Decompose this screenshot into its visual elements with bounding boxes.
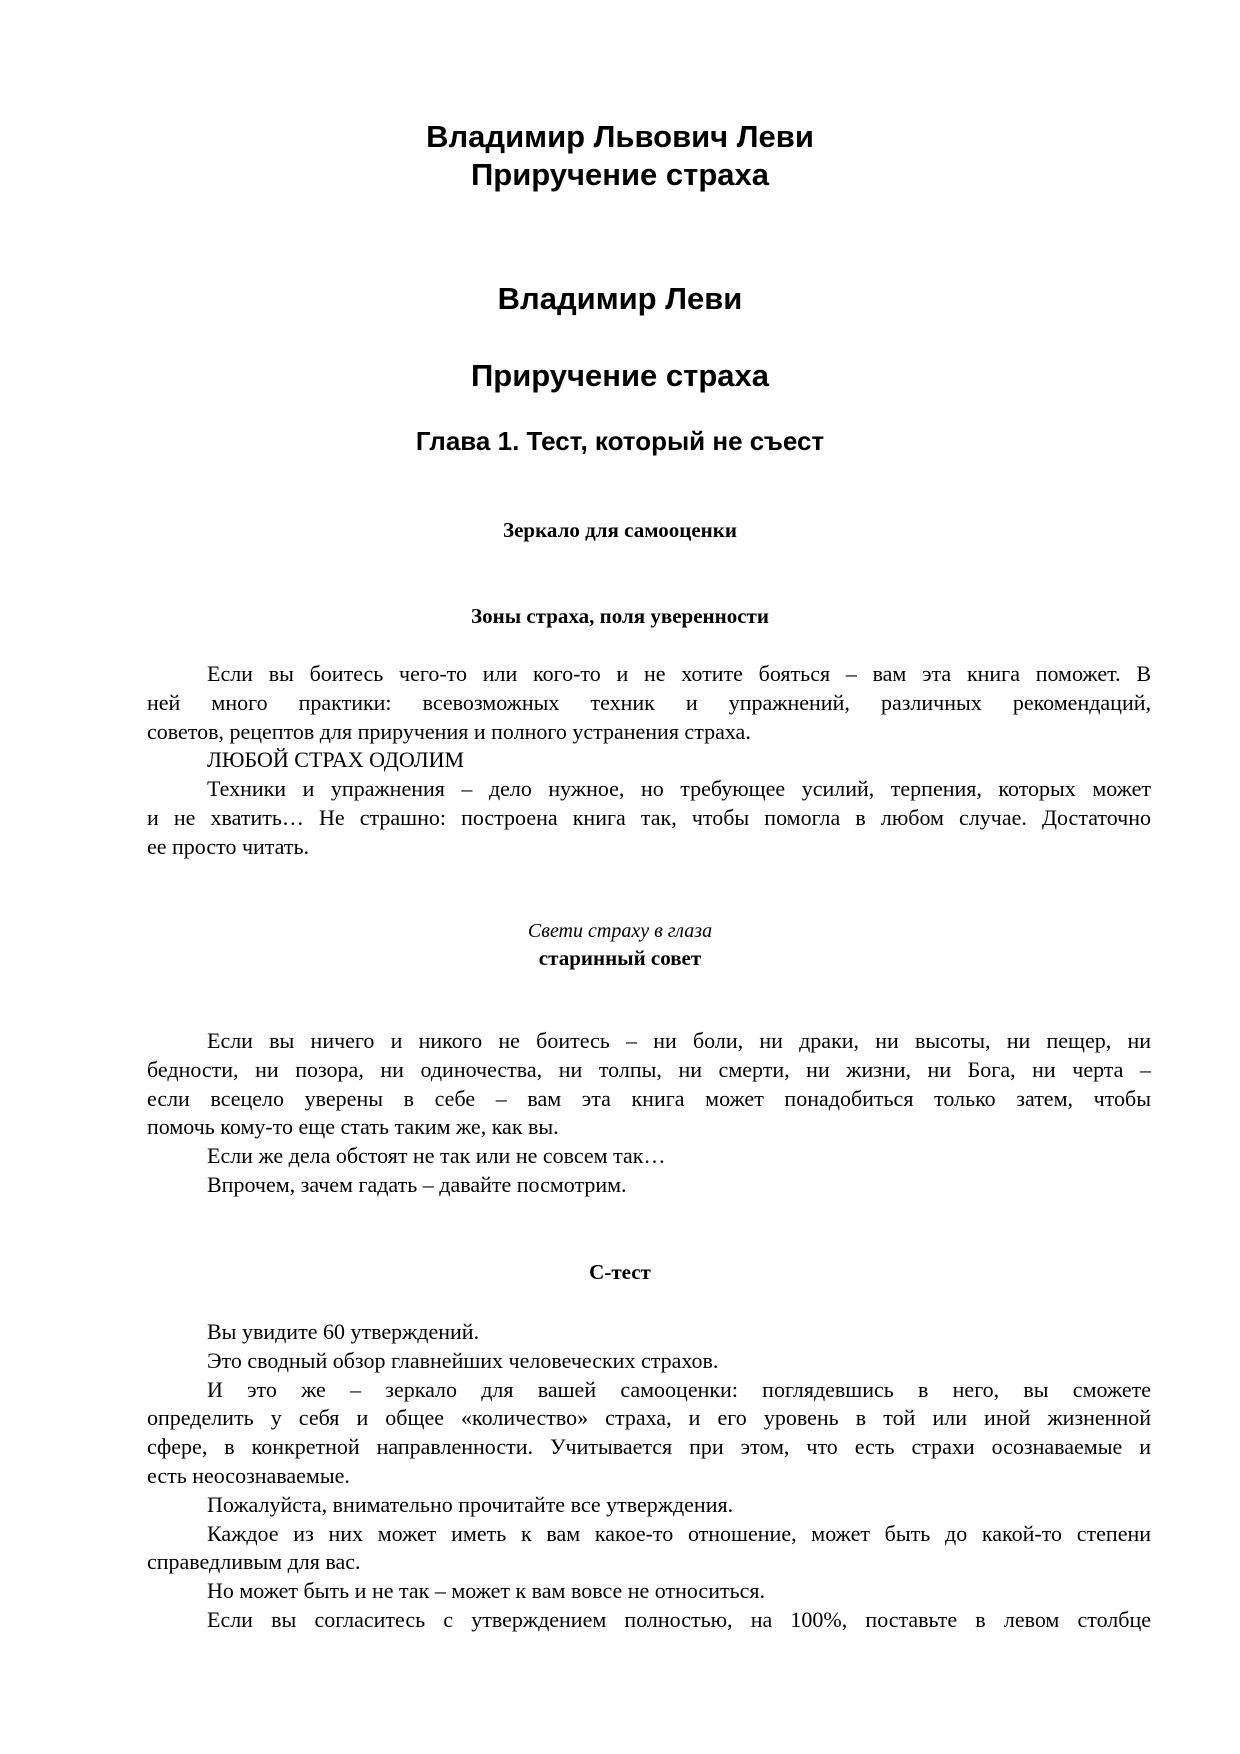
- text-line: справедливым для вас.: [147, 1549, 361, 1575]
- text-line: И это же – зеркало для вашей самооценки: поглядевшись в него, вы сможете: [207, 1376, 1151, 1402]
- text-line: Каждое из них может иметь к вам какое-то отношение, может быть до какой-то степени: [207, 1520, 1151, 1546]
- text-line: Впрочем, зачем гадать – давайте посмотрим.: [207, 1171, 627, 1197]
- paragraph-ctest: [147, 1318, 1151, 1635]
- text-line: есть неосознаваемые.: [147, 1462, 350, 1488]
- text-line: бедности, ни позора, ни одиночества, ни толпы, ни смерти, ни жизни, ни Бога, ни черта –: [147, 1056, 1151, 1082]
- section-heading-zones: Зоны страха, поля уверенности: [471, 604, 769, 628]
- epigraph: Свети страху в глаза: [527, 920, 713, 942]
- text-line: Пожалуйста, внимательно прочитайте все утверждения.: [207, 1491, 734, 1517]
- text-line: советов, рецептов для приручения и полного устранения страха.: [147, 718, 751, 744]
- text-line: сфере, в конкретной направленности. Учитывается при этом, что есть страхи осознаваемые и: [147, 1434, 1151, 1460]
- text-line: помочь кому-то еще стать таким же, как вы.: [147, 1114, 559, 1140]
- text-line: Если вы ничего и никого не боитесь – ни боли, ни драки, ни высоты, ни пещер, ни: [207, 1028, 1151, 1053]
- book-title: Приручение страха: [471, 157, 769, 192]
- author-full-name: Владимир Львович Леви: [426, 119, 814, 154]
- text-line: Если же дела обстоят не так или не совсем так…: [207, 1143, 666, 1169]
- chapter-heading: Глава 1. Тест, который не съест: [415, 426, 825, 456]
- book-title-2: Приручение страха: [471, 358, 769, 393]
- text-line: ЛЮБОЙ СТРАХ ОДОЛИМ: [207, 747, 465, 773]
- author-short-name: Владимир Леви: [497, 281, 743, 316]
- text-line: Если вы согласитесь с утверждением полностью, на 100%, поставьте в левом столбце: [207, 1606, 1151, 1632]
- text-line: определить у себя и общее «количество» страха, и его уровень в той или иной жизненной: [147, 1405, 1151, 1431]
- text-line: ее просто читать.: [147, 833, 310, 859]
- text-line: Если вы боитесь чего-то или кого-то и не хотите бояться – вам эта книга поможет. В: [207, 661, 1151, 686]
- text-line: и не хватить… Не страшно: построена книга так, чтобы помогла в любом случае. Достаточно: [147, 804, 1151, 830]
- text-line: если всецело уверены в себе – вам эта книга может понадобиться только затем, чтобы: [147, 1085, 1151, 1111]
- text-line: Вы увидите 60 утверждений.: [207, 1319, 480, 1344]
- paragraph-intro: [147, 660, 1151, 862]
- section-heading-ctest: С-тест: [589, 1260, 651, 1284]
- epigraph-source: старинный совет: [538, 946, 702, 970]
- text-line: ней много практики: всевозможных техник и упражнений, различных рекомендаций,: [147, 689, 1151, 715]
- paragraph-fearless: [147, 1027, 1151, 1200]
- section-heading-mirror: Зеркало для самооценки: [503, 518, 737, 542]
- text-line: Это сводный обзор главнейших человеческих страхов.: [207, 1347, 719, 1373]
- text-line: Техники и упражнения – дело нужное, но требующее усилий, терпения, которых может: [207, 776, 1151, 802]
- text-line: Но может быть и не так – может к вам вовсе не относиться.: [207, 1578, 766, 1604]
